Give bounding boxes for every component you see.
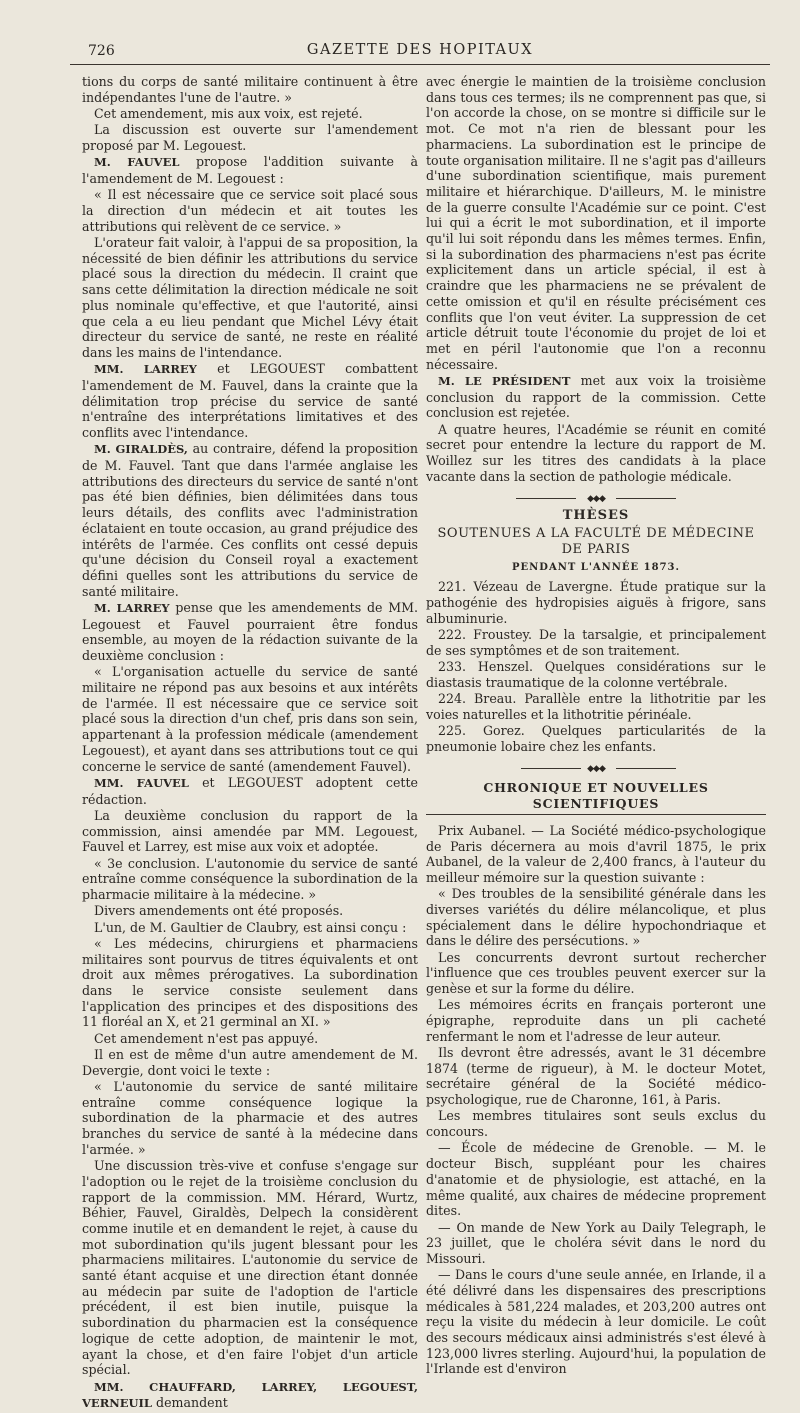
paragraph-text: tions du corps de santé militaire continuent à être indépendantes l'une de l'autre. »: [82, 74, 418, 105]
paragraph-text: Les concurrents devront surtout rechercher l'influence que ces troubles peuvent exercer sur la genèse et sur la forme du délire.: [426, 949, 766, 997]
paragraph-text: — École de médecine de Grenoble. — M. le docteur Bisch, suppléant pour les chaires d'anatomie et de physiologie, est attaché, en la même qualité, aux chaires de médecine proprement dites.: [426, 1140, 766, 1219]
paragraph-text: Prix Aubanel. — La Société médico-psychologique de Paris décernera au mois d'avril 1875, le prix Aubanel, de la valeur de 2,400 francs, à l'auteur du meilleur mémoire sur la question suivante :: [426, 822, 766, 885]
paragraph-text: au contraire, défend la proposition de M. Fauvel. Tant que dans l'armée anglaise les attributions des directeurs du service de santé n'ont pas été bien définies, bien délimitées dans tous leurs détails, des conflits avec l'administration éclataient en toute occasion, au grand préjudice des intérêts de l'armée. Ces conflits ont cessé depuis qu'une décision du Conseil royal a exactement défini quelles sont les attributions du service de santé militaire.: [82, 441, 418, 599]
speaker-name: M. FAUVEL: [94, 155, 180, 170]
paragraph-text: « 3e conclusion. L'autonomie du service de santé entraîne comme conséquence la subordination de la pharmacie militaire à la médecine. »: [82, 855, 418, 902]
article-paragraph: [82, 154, 418, 186]
thesis-item: 225. Gorez. Quelques particularités de la pneumonie lobaire chez les enfants.: [426, 722, 766, 754]
section-divider: ◆◆◆: [426, 490, 766, 506]
journal-title: GAZETTE DES HOPITAUX: [306, 42, 534, 58]
article-paragraph: [82, 1031, 418, 1047]
article-paragraph: [82, 187, 418, 234]
article-paragraph: [426, 997, 766, 1044]
speaker-name: M. LARREY: [94, 600, 170, 615]
thesis-item: 233. Henszel. Quelques considérations sur le diastasis traumatique de la colonne vertébrale.: [426, 658, 766, 690]
paragraph-text: « Des troubles de la sensibilité générale dans les diverses variétés du délire mélancolique, et plus spécialement dans le délire hypochondriaque et dans le délire des persécutions. »: [426, 886, 766, 949]
paragraph-text: Il en est de même d'un autre amendement de M. Devergie, dont voici le texte :: [82, 1046, 418, 1078]
paragraph-text: Les membres titulaires sont seuls exclus du concours.: [426, 1108, 766, 1140]
paragraph-text: « L'autonomie du service de santé militaire entraîne comme conséquence logique la subordination de la pharmacie et des autres branches du service de santé à la médecine dans l'armée. »: [82, 1078, 418, 1157]
article-paragraph: [82, 936, 418, 1030]
article-paragraph: [82, 441, 418, 599]
article-paragraph: [82, 856, 418, 903]
paragraph-text: Ils devront être adressés, avant le 31 décembre 1874 (terme de rigueur), à M. le docteur Motet, secrétaire général de la Société médico-psychologique, rue de Charonne, 161, à Paris.: [426, 1045, 766, 1108]
speaker-name: MM. LARREY: [94, 362, 197, 377]
paragraph-text: — Dans le cours d'une seule année, en Irlande, il a été délivré dans les dispensaires des prescriptions médicales à 581,224 malades, et 203,200 autres ont reçu la visite du médecin à leur domicile. Le coût des secours médicaux ainsi administrés s'est élevé à 123,000 livres sterling. Aujourd'hui, la population de l'Irlande est d'environ: [426, 1267, 766, 1377]
thesis-item: 224. Breau. Parallèle entre la lithotritie par les voies naturelles et la lithotritie périnéale.: [426, 690, 766, 722]
paragraph-text: met aux voix la troisième conclusion du rapport de la commission. Cette conclusion est rejetée.: [426, 372, 766, 421]
paragraph-text: A quatre heures, l'Académie se réunit en comité secret pour entendre la lecture du rapport de M. Woillez sur les titres des candidats à la place vacante dans la section de pathologie médicale.: [426, 421, 766, 484]
article-paragraph: [82, 600, 418, 664]
article-paragraph: [82, 903, 418, 919]
paragraph-text: Cet amendement n'est pas appuyé.: [94, 1030, 319, 1046]
paragraph-text: « L'organisation actuelle du service de santé militaire ne répond pas aux besoins et aux intérêts de l'armée. Il est nécessaire que ce service soit placé sous la direction d'un chef, pris dans son sein, appartenant à la profession médicale (amendement Legouest), et ayant dans ses attributions tout ce qui concerne le service de santé (amendement Fauvel).: [82, 664, 418, 774]
article-paragraph: [82, 920, 418, 936]
article-paragraph: [82, 106, 418, 122]
paragraph-text: « Il est nécessaire que ce service soit placé sous la direction d'un médecin et ait toutes les attributions qui relèvent de ce service. »: [82, 187, 418, 234]
article-paragraph: [82, 664, 418, 774]
paragraph-text: L'un, de M. Gaultier de Claubry, est ainsi conçu :: [94, 919, 407, 935]
article-paragraph: [82, 1047, 418, 1078]
article-paragraph: [426, 74, 766, 372]
article-paragraph: [82, 235, 418, 361]
paragraph-text: Divers amendements ont été proposés.: [94, 903, 344, 919]
paragraph-text: L'orateur fait valoir, à l'appui de sa proposition, la nécessité de bien définir les attributions du service placé sous la direction du médecin. Il craint que sans cette délimitation la direction médicale ne soit plus nominale qu'effective, et que l'autorité, ainsi que cela a eu lieu pendant que Michel Lévy était directeur du service de santé, ne reste en réalité dans les mains de l'intendance.: [82, 235, 418, 360]
paragraph-text: Les mémoires écrits en français porteront une épigraphe, reproduite dans un pli cacheté renfermant le nom et l'adresse de leur auteur.: [426, 997, 766, 1044]
article-paragraph: [82, 808, 418, 855]
paragraph-text: avec énergie le maintien de la troisième conclusion dans tous ces termes; ils ne comprennent pas que, si l'on accorde la chose, on se montre si difficile sur le mot. Ce mot n'a rien de blessant pour les pharmaciens. La subordination est le principe de toute organisation militaire. Il ne s'agit pas d'ailleurs d'une subordination scientifique, mais purement militaire et hiérarchique. D'ailleurs, M. le ministre de la guerre consulte l'Académie sur ce point. C'est lui qui a écrit le mot subordination, et il importe qu'il lui soit répondu dans les mêmes termes. Enfin, si la subordination des pharmaciens n'est pas écrite explicitement dans un article spécial, il est à craindre que les pharmaciens ne se prévalent de cette omission et qu'il en résulte précisément ces conflits que l'on veut éviter. La suppression de cet article détruit toute l'économie du projet de loi et met en péril l'autonomie que l'on a reconnu nécessaire.: [426, 74, 766, 372]
theses-list: [426, 579, 766, 754]
section-divider: ◆◆◆: [426, 760, 766, 776]
theses-title: THÈSES: [562, 508, 630, 524]
article-paragraph: [82, 1379, 418, 1412]
article-paragraph: [426, 1108, 766, 1139]
paragraph-text: demandent: [152, 1395, 228, 1411]
article-paragraph: [426, 950, 766, 997]
paragraph-text: « Les médecins, chirurgiens et pharmaciens militaires sont pourvus de titres équivalents et ont droit aux mêmes prérogatives. La subordination dans le service consiste seulement dans l'application des principes et des dispositions des 11 floréal an X, et 21 germinal an XI. »: [82, 935, 418, 1030]
paragraph-text: La deuxième conclusion du rapport de la commission, ainsi amendée par MM. Legouest, Fauvel et Larrey, est mise aux voix et adoptée.: [82, 807, 418, 855]
article-paragraph: [82, 1158, 418, 1378]
theses-period: PENDANT L'ANNÉE 1873.: [512, 561, 680, 573]
page-number: 726: [88, 43, 115, 59]
article-paragraph: [426, 1267, 766, 1377]
theses-subtitle: SOUTENUES A LA FACULTÉ DE MÉDECINE DE PARIS: [437, 526, 755, 557]
article-paragraph: [426, 1140, 766, 1219]
article-paragraph: [82, 1079, 418, 1158]
paragraph-text: Une discussion très-vive et confuse s'engage sur l'adoption ou le rejet de la troisième conclusion du rapport de la commission. MM. Hérard, Wurtz, Béhier, Fauvel, Giraldès, Delpech la considèrent comme inutile et en demandent le rejet, à cause du mot subordination qu'ils jugent blessant pour les pharmaciens militaires. L'autonomie du service de santé étant acquise et une direction étant donnée au médecin par suite de l'adoption de l'article précédent, il est bien inutile, puisque la subordination du pharmacien est la conséquence logique de cette adoption, de maintenir le mot, ayant la chose, et d'en faire l'objet d'un article spécial.: [82, 1158, 418, 1378]
speaker-name: M. GIRALDÈS,: [94, 442, 188, 457]
paragraph-text: propose l'addition suivante à l'amendement de M. Legouest :: [82, 154, 419, 186]
thesis-item: 221. Vézeau de Lavergne. Étude pratique sur la pathogénie des hydropisies aiguës à frigore, sans albuminurie.: [426, 579, 766, 626]
article-paragraph: [426, 1220, 766, 1267]
chronique-list: [426, 823, 766, 1377]
right-column-report: [426, 74, 766, 484]
page-header: [70, 40, 770, 65]
thesis-item: 222. Froustey. De la tarsalgie, et principalement de ses symptômes et de son traitement.: [426, 626, 766, 658]
article-paragraph: [426, 373, 766, 421]
article-paragraph: [82, 361, 418, 441]
article-paragraph: [82, 775, 418, 807]
paragraph-text: La discussion est ouverte sur l'amendement proposé par M. Legouest.: [82, 122, 418, 153]
paragraph-text: et LEGOUEST adoptent cette rédaction.: [82, 774, 418, 807]
article-paragraph: [82, 122, 418, 153]
speaker-name: MM. CHAUFFARD, LARREY, LEGOUEST, VERNEUIL: [82, 1379, 418, 1411]
paragraph-text: — On mande de New York au Daily Telegraph, le 23 juillet, que le choléra sévit dans le nord du Missouri.: [426, 1219, 766, 1266]
paragraph-text: Cet amendement, mis aux voix, est rejeté.: [94, 106, 363, 121]
speaker-name: MM. FAUVEL: [94, 775, 189, 790]
paragraph-text: et LEGOUEST combattent l'amendement de M. Fauvel, dans la crainte que la délimitation trop précise du service de santé n'entraîne des interprétations limitatives et des conflits avec l'intendance.: [82, 361, 418, 441]
paragraph-text: pense que les amendements de MM. Legouest et Fauvel pourraient être fondus ensemble, au moyen de la rédaction suivante de la deuxième conclusion :: [82, 599, 418, 664]
article-paragraph: [82, 74, 418, 105]
article-paragraph: [426, 886, 766, 949]
chronique-title: CHRONIQUE ET NOUVELLES SCIENTIFIQUES: [426, 780, 766, 814]
article-paragraph: [426, 422, 766, 485]
left-column: [82, 74, 418, 1413]
article-paragraph: [426, 1045, 766, 1108]
speaker-name: M. LE PRÉSIDENT: [438, 373, 571, 388]
right-column: [426, 74, 766, 1378]
article-paragraph: [426, 823, 766, 886]
